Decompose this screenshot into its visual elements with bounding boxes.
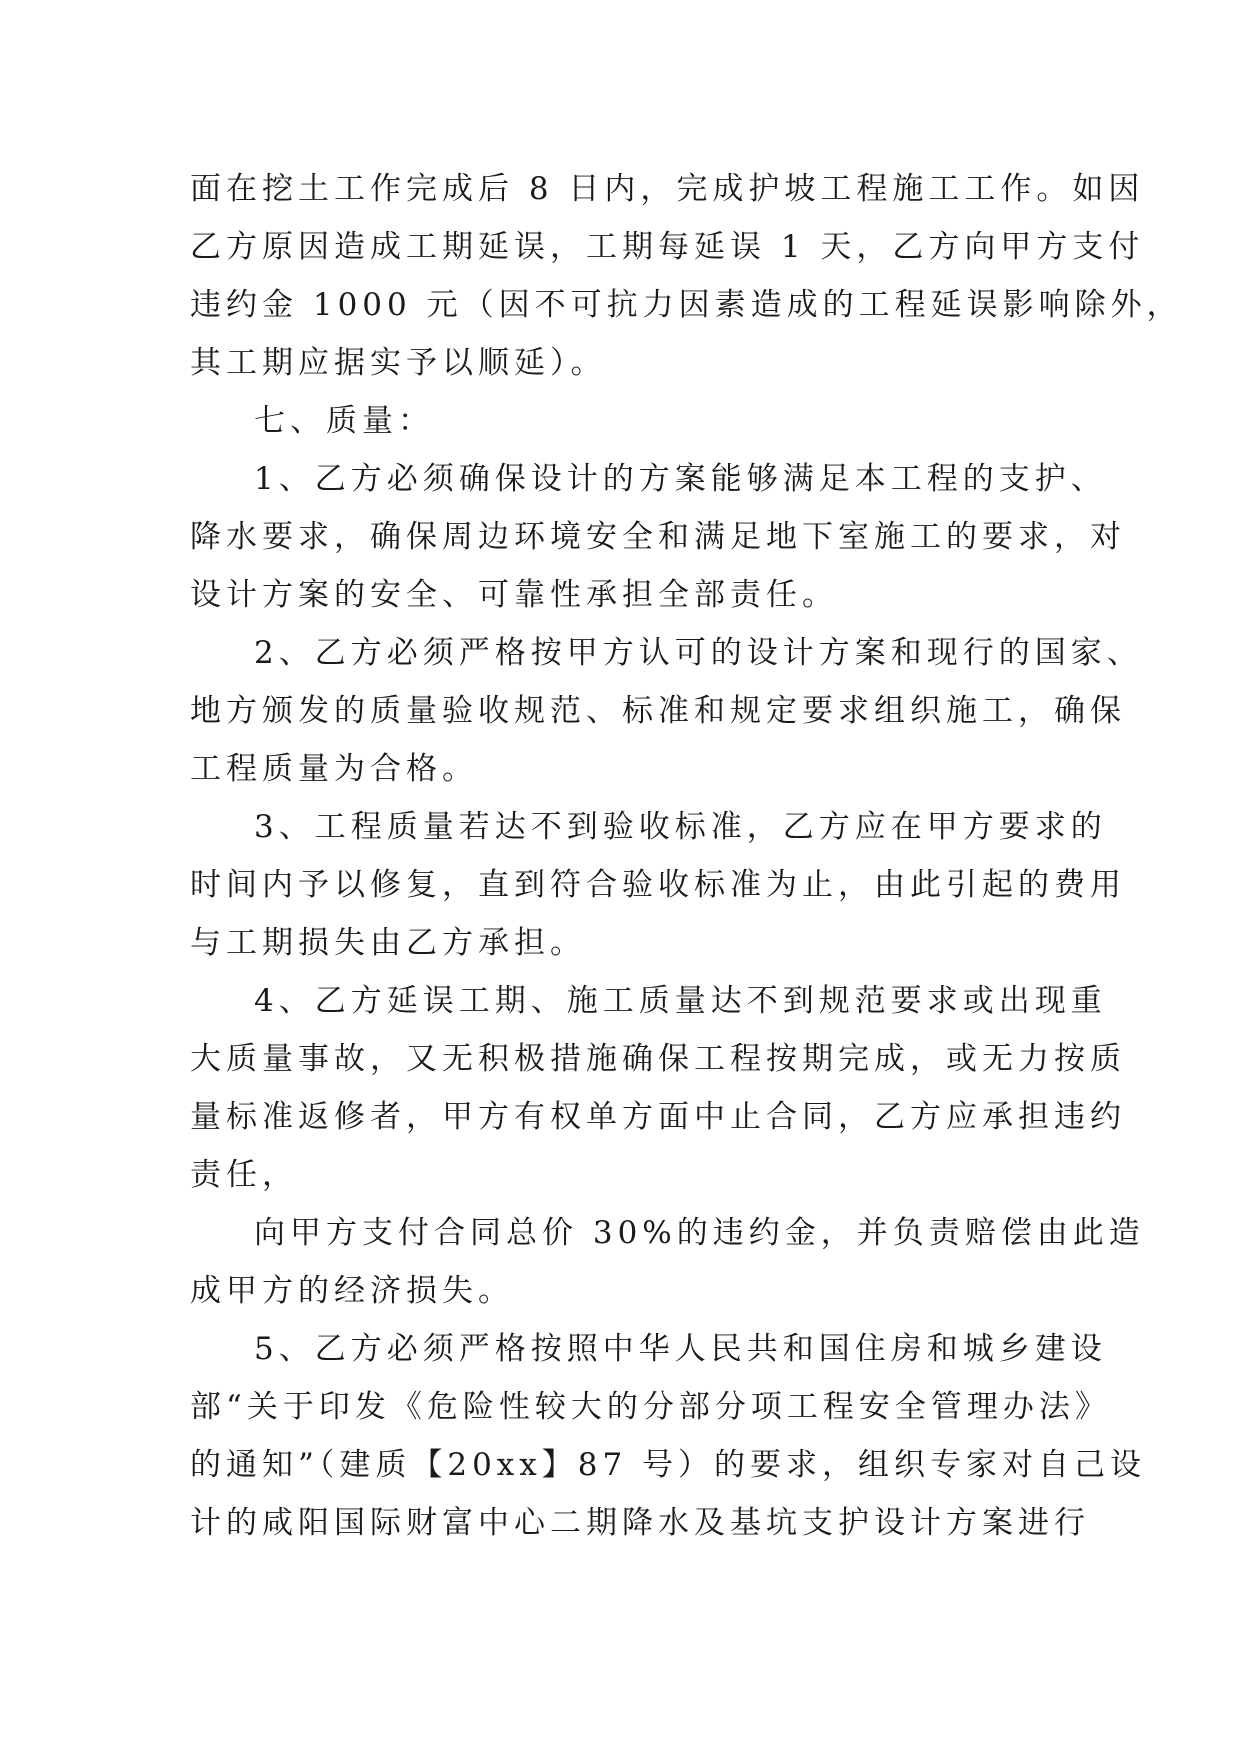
section-heading: 七、质量： (254, 403, 434, 439)
text-line: 责任， (190, 1157, 298, 1193)
text-line: 成甲方的经济损失。 (190, 1273, 514, 1309)
text-line: 大质量事故，又无积极措施确保工程按期完成，或无力按质 (190, 1041, 1126, 1077)
text-line: 计的咸阳国际财富中心二期降水及基坑支护设计方案进行 (190, 1505, 1090, 1541)
text-line: 向甲方支付合同总价 30%的违约金，并负责赔偿由此造 (254, 1215, 1145, 1251)
text-line: 工程质量为合格。 (190, 751, 478, 787)
document-body (190, 160, 1183, 1552)
text-line: 地方颁发的质量验收规范、标准和规定要求组织施工，确保 (190, 693, 1126, 729)
text-line: 4、乙方延误工期、施工质量达不到规范要求或出现重 (254, 983, 1107, 1019)
text-line: 与工期损失由乙方承担。 (190, 925, 586, 961)
text-line: 量标准返修者，甲方有权单方面中止合同，乙方应承担违约 (190, 1099, 1126, 1135)
text-line: 5、乙方必须严格按照中华人民共和国住房和城乡建设 (254, 1331, 1107, 1367)
text-line: 乙方原因造成工期延误，工期每延误 1 天，乙方向甲方支付 (190, 229, 1145, 265)
text-line: 1、乙方必须确保设计的方案能够满足本工程的支护、 (254, 461, 1107, 497)
text-line: 面在挖土工作完成后 8 日内，完成护坡工程施工工作。如因 (190, 171, 1145, 207)
text-line: 降水要求，确保周边环境安全和满足地下室施工的要求，对 (190, 519, 1126, 555)
text-line: 2、乙方必须严格按甲方认可的设计方案和现行的国家、 (254, 635, 1143, 671)
text-line: 违约金 1000 元（因不可抗力因素造成的工程延误影响除外， (190, 287, 1183, 323)
text-line: 设计方案的安全、可靠性承担全部责任。 (190, 577, 838, 613)
text-line: 部“关于印发《危险性较大的分部分项工程安全管理办法》 (190, 1389, 1111, 1425)
text-line: 时间内予以修复，直到符合验收标准为止，由此引起的费用 (190, 867, 1126, 903)
text-line: 其工期应据实予以顺延）。 (190, 345, 607, 381)
text-line: 3、工程质量若达不到验收标准，乙方应在甲方要求的 (254, 809, 1107, 845)
text-line: 的通知”（建质【20xx】87 号）的要求，组织专家对自己设 (190, 1447, 1147, 1483)
